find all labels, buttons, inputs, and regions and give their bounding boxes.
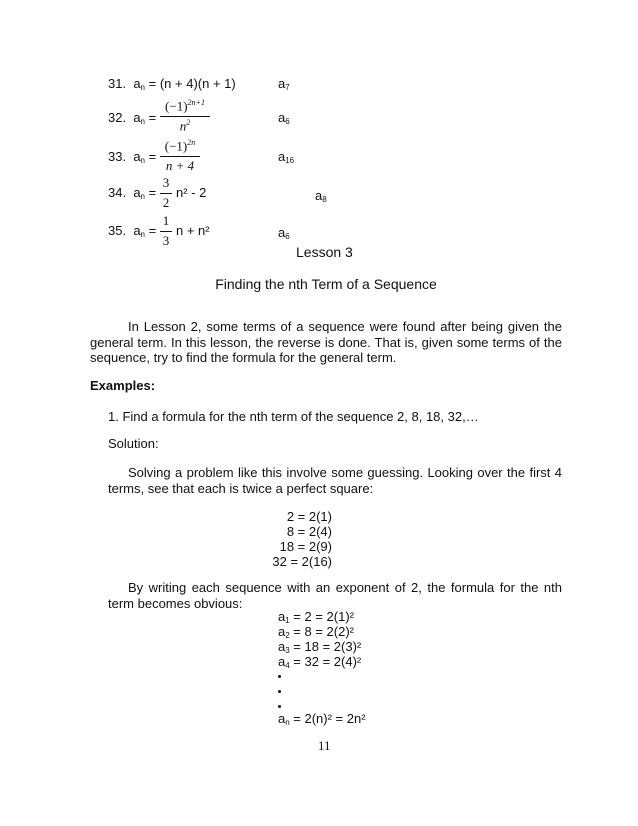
exercise-31-target: $a_7$ bbox=[278, 76, 290, 92]
fraction-bar bbox=[160, 116, 210, 117]
lesson-intro: In Lesson 2, some terms of a sequence were found after being given the general term. In this lesson, the reverse is done. That is, given some terms of the sequence, try to find the formula for the general term. bbox=[90, 319, 562, 365]
square-line: 2 = 2(1) bbox=[286, 509, 332, 524]
solution-paragraph-2: By writing each sequence with an exponent of 2, the formula for the nth term becomes obvious: bbox=[108, 580, 562, 611]
exercise-32-target: $a_6$ bbox=[278, 110, 290, 126]
formula-line-4: $a_4 = 32 = 2(4)^2$ bbox=[278, 654, 362, 670]
exercise-33: 33. $a_n$ = bbox=[108, 149, 157, 165]
examples-heading: Examples: bbox=[90, 378, 156, 393]
ellipsis-dot bbox=[278, 705, 281, 708]
exercise-number: 31. bbox=[108, 76, 127, 91]
solution-paragraph-1: Solving a problem like this involve some guessing. Looking over the first 4 terms, see that each is twice a perfect square: bbox=[108, 465, 562, 496]
exercise-35-tail: n + n² bbox=[176, 223, 210, 238]
square-line: 8 = 2(4) bbox=[286, 524, 332, 539]
fraction-bar bbox=[160, 156, 200, 157]
exercise-32: 32. $a_n$ = bbox=[108, 110, 157, 126]
formula-line-2: $a_2 = 8 = 2(2)^2$ bbox=[278, 624, 354, 640]
square-line: 18 = 2(9) bbox=[279, 539, 332, 554]
formula-line-3: $a_3 = 18 = 2(3)^2$ bbox=[278, 639, 362, 655]
exercise-35: 35. $a_n$ = bbox=[108, 223, 157, 239]
lesson-label: Lesson 3 bbox=[296, 244, 353, 260]
exercise-32-fraction: $(-1)^{2n+1}$ $n^2$ bbox=[160, 99, 210, 135]
general-term-formula: $a_n = 2(n)^2 = 2n^2$ bbox=[278, 711, 366, 727]
square-line: 32 = 2(16) bbox=[272, 554, 332, 569]
exercise-31: 31. $a_n = (n + 4)(n + 1)$ bbox=[108, 76, 236, 92]
solution-label: Solution: bbox=[108, 436, 159, 451]
exercise-35-fraction: 1 3 bbox=[160, 214, 172, 250]
example-item-1: 1. Find a formula for the nth term of the sequence 2, 8, 18, 32,… bbox=[108, 409, 479, 424]
fraction-bar bbox=[160, 193, 172, 194]
exercise-34: 34. $a_n$ = bbox=[108, 185, 157, 201]
exercise-34-fraction: 3 2 bbox=[160, 176, 172, 212]
exercise-35-target: $a_6$ bbox=[278, 225, 290, 241]
page-number: 11 bbox=[318, 738, 331, 753]
ellipsis-dot bbox=[278, 675, 281, 678]
squares-block bbox=[270, 509, 332, 571]
ellipsis-dot bbox=[278, 690, 281, 693]
exercise-33-fraction: $(-1)^{2n}$ n + 4 bbox=[160, 139, 200, 175]
exercise-expression: (n + 4)(n + 1) bbox=[159, 76, 236, 91]
fraction-bar bbox=[160, 231, 172, 232]
exercise-34-tail: n² - 2 bbox=[176, 185, 207, 200]
formula-line-1: $a_1 = 2 = 2(1)^2$ bbox=[278, 609, 354, 625]
exercise-33-target: $a_{16}$ bbox=[278, 149, 295, 165]
lesson-title: Finding the nth Term of a Sequence bbox=[215, 276, 437, 292]
exercise-34-target: $a_8$ bbox=[315, 188, 327, 204]
